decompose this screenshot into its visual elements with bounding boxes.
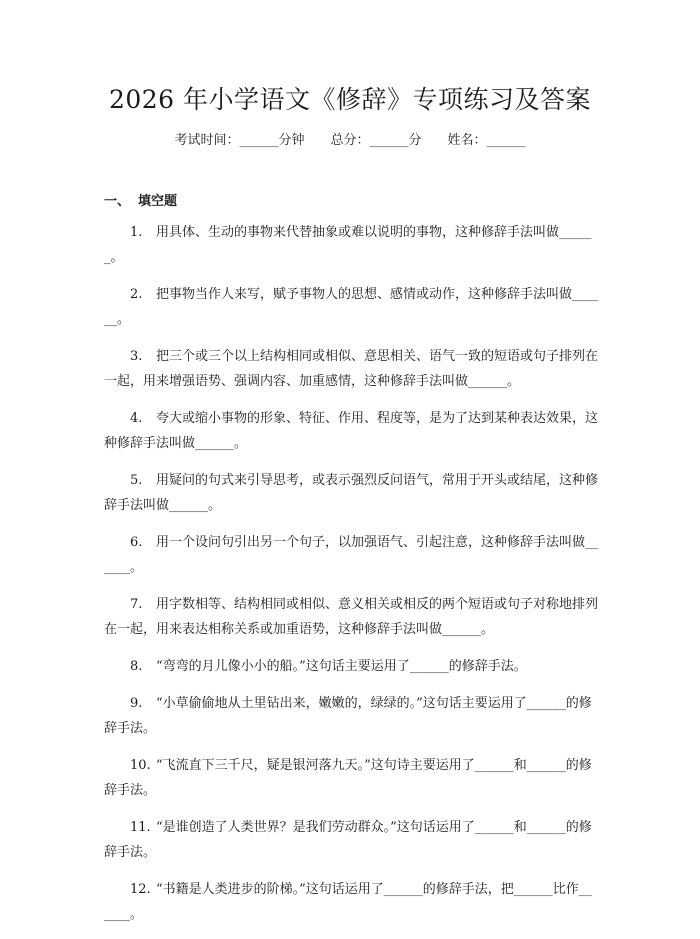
question-text: 用一个设问句引出另一个句子，以加强语气、引起注意，这种修辞手法叫做______。 <box>104 535 599 575</box>
question-item <box>104 815 598 865</box>
total-score-field: 总分：______分 <box>330 133 422 148</box>
question-text: “是谁创造了人类世界？是我们劳动群众。”这句话运用了______和______的修辞手法。 <box>104 820 592 860</box>
section-label: 填空题 <box>138 194 178 209</box>
exam-info-line <box>0 131 700 151</box>
question-text: 把事物当作人来写，赋予事物人的思想、感情或动作，这种修辞手法叫做______。 <box>104 287 599 327</box>
document-title: 2026 年小学语文《修辞》专项练习及答案 <box>108 85 592 114</box>
question-text: 用字数相等、结构相同或相似、意义相关或相反的两个短语或句子对称地排列在一起，用来表达相称关系或加重语势，这种修辞手法叫做______。 <box>104 597 599 637</box>
question-text: “飞流直下三千尺，疑是银河落九天。”这句诗主要运用了______和______的修辞手法。 <box>104 758 592 798</box>
question-number: 11. <box>130 820 151 835</box>
question-number: 5. <box>130 473 143 488</box>
question-item <box>104 406 598 456</box>
question-number: 12. <box>130 882 151 897</box>
question-item <box>104 344 598 394</box>
section-number: 一、 <box>104 194 131 209</box>
question-text: “书籍是人类进步的阶梯。”这句话运用了______的修辞手法，把______比作______。 <box>104 882 592 922</box>
question-number: 1. <box>130 225 143 240</box>
question-item <box>104 753 598 803</box>
question-item <box>104 654 598 679</box>
question-text: “弯弯的月儿像小小的船。”这句话主要运用了______的修辞手法。 <box>156 659 527 674</box>
question-number: 2. <box>130 287 143 302</box>
question-number: 3. <box>130 349 143 364</box>
question-number: 6. <box>130 535 143 550</box>
question-text: 把三个或三个以上结构相同或相似、意思相关、语气一致的短语或句子排列在一起，用来增强语势、强调内容、加重感情，这种修辞手法叫做______。 <box>104 349 599 389</box>
question-item <box>104 468 598 518</box>
question-item <box>104 592 598 642</box>
exam-time-field: 考试时间：______分钟 <box>174 133 305 148</box>
question-number: 8. <box>130 659 143 674</box>
question-text: “小草偷偷地从土里钻出来，嫩嫩的，绿绿的。”这句话主要运用了______的修辞手法。 <box>104 696 592 736</box>
question-number: 9. <box>130 696 143 711</box>
question-item <box>104 282 598 332</box>
question-number: 7. <box>130 597 143 612</box>
question-item <box>104 877 598 927</box>
question-text: 用具体、生动的事物来代替抽象或难以说明的事物，这种修辞手法叫做______。 <box>104 225 592 265</box>
question-item <box>104 530 598 580</box>
student-name-field: 姓名：______ <box>447 133 526 148</box>
question-list <box>104 220 598 939</box>
question-text: 夸大或缩小事物的形象、特征、作用、程度等，是为了达到某种表达效果，这种修辞手法叫做______。 <box>104 411 599 451</box>
question-item <box>104 220 598 270</box>
question-text: 用疑问的句式来引导思考，或表示强烈反问语气，常用于开头或结尾，这种修辞手法叫做______。 <box>104 473 599 513</box>
question-number: 10. <box>130 758 151 773</box>
question-item <box>104 691 598 741</box>
section-heading <box>104 192 177 212</box>
question-number: 4. <box>130 411 143 426</box>
